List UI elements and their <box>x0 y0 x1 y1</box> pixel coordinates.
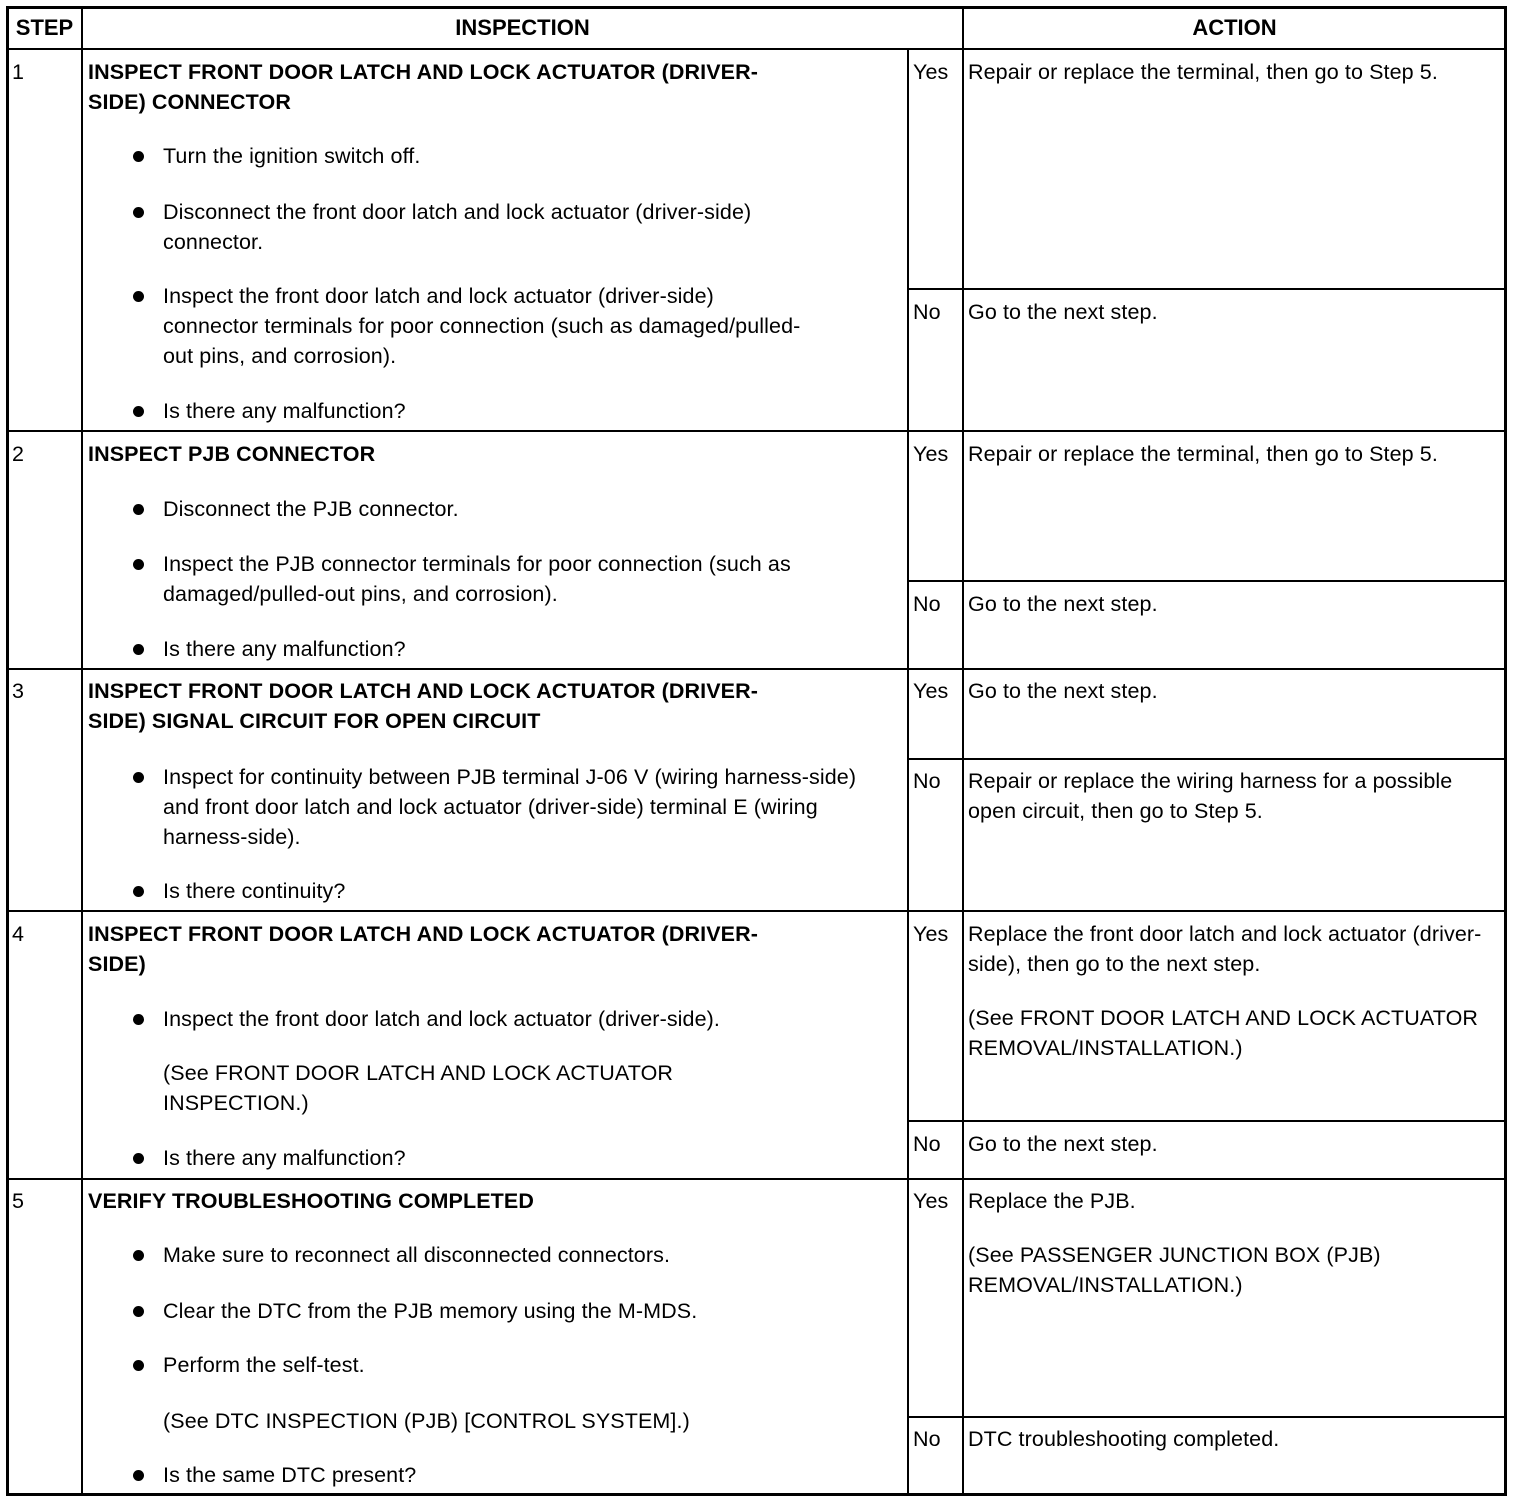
no-label: No <box>913 1427 941 1451</box>
inspection-bullet: Perform the self-test. <box>163 1353 365 1377</box>
bullet-icon <box>133 1014 144 1025</box>
step-number: 4 <box>12 922 25 946</box>
bullet-icon <box>133 1250 144 1261</box>
inspection-bullet: Turn the ignition switch off. <box>163 144 421 168</box>
bullet-icon <box>133 207 144 218</box>
row-divider <box>6 430 1507 432</box>
bullet-icon <box>133 559 144 570</box>
yes-label: Yes <box>913 1189 949 1213</box>
inspection-bullet: Is there any malfunction? <box>163 399 406 423</box>
bullet-icon <box>133 291 144 302</box>
col-divider <box>81 6 83 1496</box>
step-title: INSPECT FRONT DOOR LATCH AND LOCK ACTUATOR (DRIVER-SIDE) SIGNAL CIRCUIT FOR OPEN CIRCUIT <box>88 679 758 733</box>
bullet-icon <box>133 1360 144 1371</box>
inspection-bullet: Is the same DTC present? <box>163 1463 417 1487</box>
yes-no-divider <box>907 580 1507 582</box>
yes-note: (See FRONT DOOR LATCH AND LOCK ACTUATOR REMOVAL/INSTALLATION.) <box>968 1006 1479 1060</box>
step-number: 3 <box>12 679 25 703</box>
inspection-bullet: Inspect the PJB connector terminals for poor connection (such as damaged/pulled-out pins, and corrosion). <box>163 552 791 606</box>
no-action: Repair or replace the wiring harness for a possible open circuit, then go to Step 5. <box>968 769 1453 823</box>
yes-label: Yes <box>913 922 949 946</box>
troubleshooting-table <box>6 6 1507 1496</box>
step-title: INSPECT FRONT DOOR LATCH AND LOCK ACTUATOR (DRIVER-SIDE) <box>88 922 758 976</box>
col-divider <box>962 6 964 1496</box>
yes-label: Yes <box>913 60 949 84</box>
yes-no-divider <box>907 1120 1507 1122</box>
step-title: INSPECT PJB CONNECTOR <box>88 442 376 466</box>
row-divider <box>6 48 1507 50</box>
inspection-note: (See DTC INSPECTION (PJB) [CONTROL SYSTEM].) <box>163 1409 690 1433</box>
step-number: 5 <box>12 1189 25 1213</box>
bullet-icon <box>133 1153 144 1164</box>
bullet-icon <box>133 644 144 655</box>
header-step: STEP <box>15 15 74 40</box>
yes-label: Yes <box>913 442 949 466</box>
bullet-icon <box>133 406 144 417</box>
inspection-bullet: Make sure to reconnect all disconnected connectors. <box>163 1243 671 1267</box>
bullet-icon <box>133 886 144 897</box>
inspection-bullet: Inspect the front door latch and lock actuator (driver-side) connector terminals for poor connection (such as damaged/pulled-out pins, and corrosion). <box>163 284 801 368</box>
yes-note: (See PASSENGER JUNCTION BOX (PJB) REMOVAL/INSTALLATION.) <box>968 1243 1381 1297</box>
inspection-note: (See FRONT DOOR LATCH AND LOCK ACTUATOR INSPECTION.) <box>163 1061 674 1115</box>
bullet-icon <box>133 504 144 515</box>
bullet-icon <box>133 151 144 162</box>
bullet-icon <box>133 1470 144 1481</box>
yes-no-divider <box>907 288 1507 290</box>
yes-label: Yes <box>913 679 949 703</box>
no-label: No <box>913 592 941 616</box>
row-divider <box>6 1178 1507 1180</box>
no-action: Go to the next step. <box>968 592 1158 616</box>
step-number: 2 <box>12 442 25 466</box>
header-inspection: INSPECTION <box>455 15 590 40</box>
no-action: Go to the next step. <box>968 1132 1158 1156</box>
bullet-icon <box>133 772 144 783</box>
yes-action: Go to the next step. <box>968 679 1158 703</box>
inspection-bullet: Is there continuity? <box>163 879 346 903</box>
step-title: VERIFY TROUBLESHOOTING COMPLETED <box>88 1189 534 1213</box>
inspection-bullet: Is there any malfunction? <box>163 637 406 661</box>
yes-no-divider <box>907 1416 1507 1418</box>
no-label: No <box>913 769 941 793</box>
inspection-bullet: Inspect the front door latch and lock actuator (driver-side). <box>163 1007 721 1031</box>
no-label: No <box>913 1132 941 1156</box>
yes-no-divider <box>907 758 1507 760</box>
inspection-bullet: Inspect for continuity between PJB terminal J-06 V (wiring harness-side) and front door latch and lock actuator (driver-side) terminal E (wiring harness-side). <box>163 765 857 849</box>
row-divider <box>6 668 1507 670</box>
yes-action: Replace the PJB. <box>968 1189 1136 1213</box>
inspection-bullet: Disconnect the PJB connector. <box>163 497 459 521</box>
step-title: INSPECT FRONT DOOR LATCH AND LOCK ACTUATOR (DRIVER-SIDE) CONNECTOR <box>88 60 758 114</box>
no-action: DTC troubleshooting completed. <box>968 1427 1280 1451</box>
bullet-icon <box>133 1306 144 1317</box>
header-action: ACTION <box>1192 15 1277 40</box>
row-divider <box>6 910 1507 912</box>
no-action: Go to the next step. <box>968 300 1158 324</box>
step-number: 1 <box>12 60 25 84</box>
col-divider <box>907 48 909 1496</box>
inspection-bullet: Is there any malfunction? <box>163 1146 406 1170</box>
inspection-bullet: Clear the DTC from the PJB memory using the M-MDS. <box>163 1299 698 1323</box>
yes-action: Replace the front door latch and lock actuator (driver-side), then go to the next step. <box>968 922 1482 976</box>
no-label: No <box>913 300 941 324</box>
yes-action: Repair or replace the terminal, then go to Step 5. <box>968 60 1438 84</box>
inspection-bullet: Disconnect the front door latch and lock actuator (driver-side) connector. <box>163 200 752 254</box>
yes-action: Repair or replace the terminal, then go to Step 5. <box>968 442 1438 466</box>
